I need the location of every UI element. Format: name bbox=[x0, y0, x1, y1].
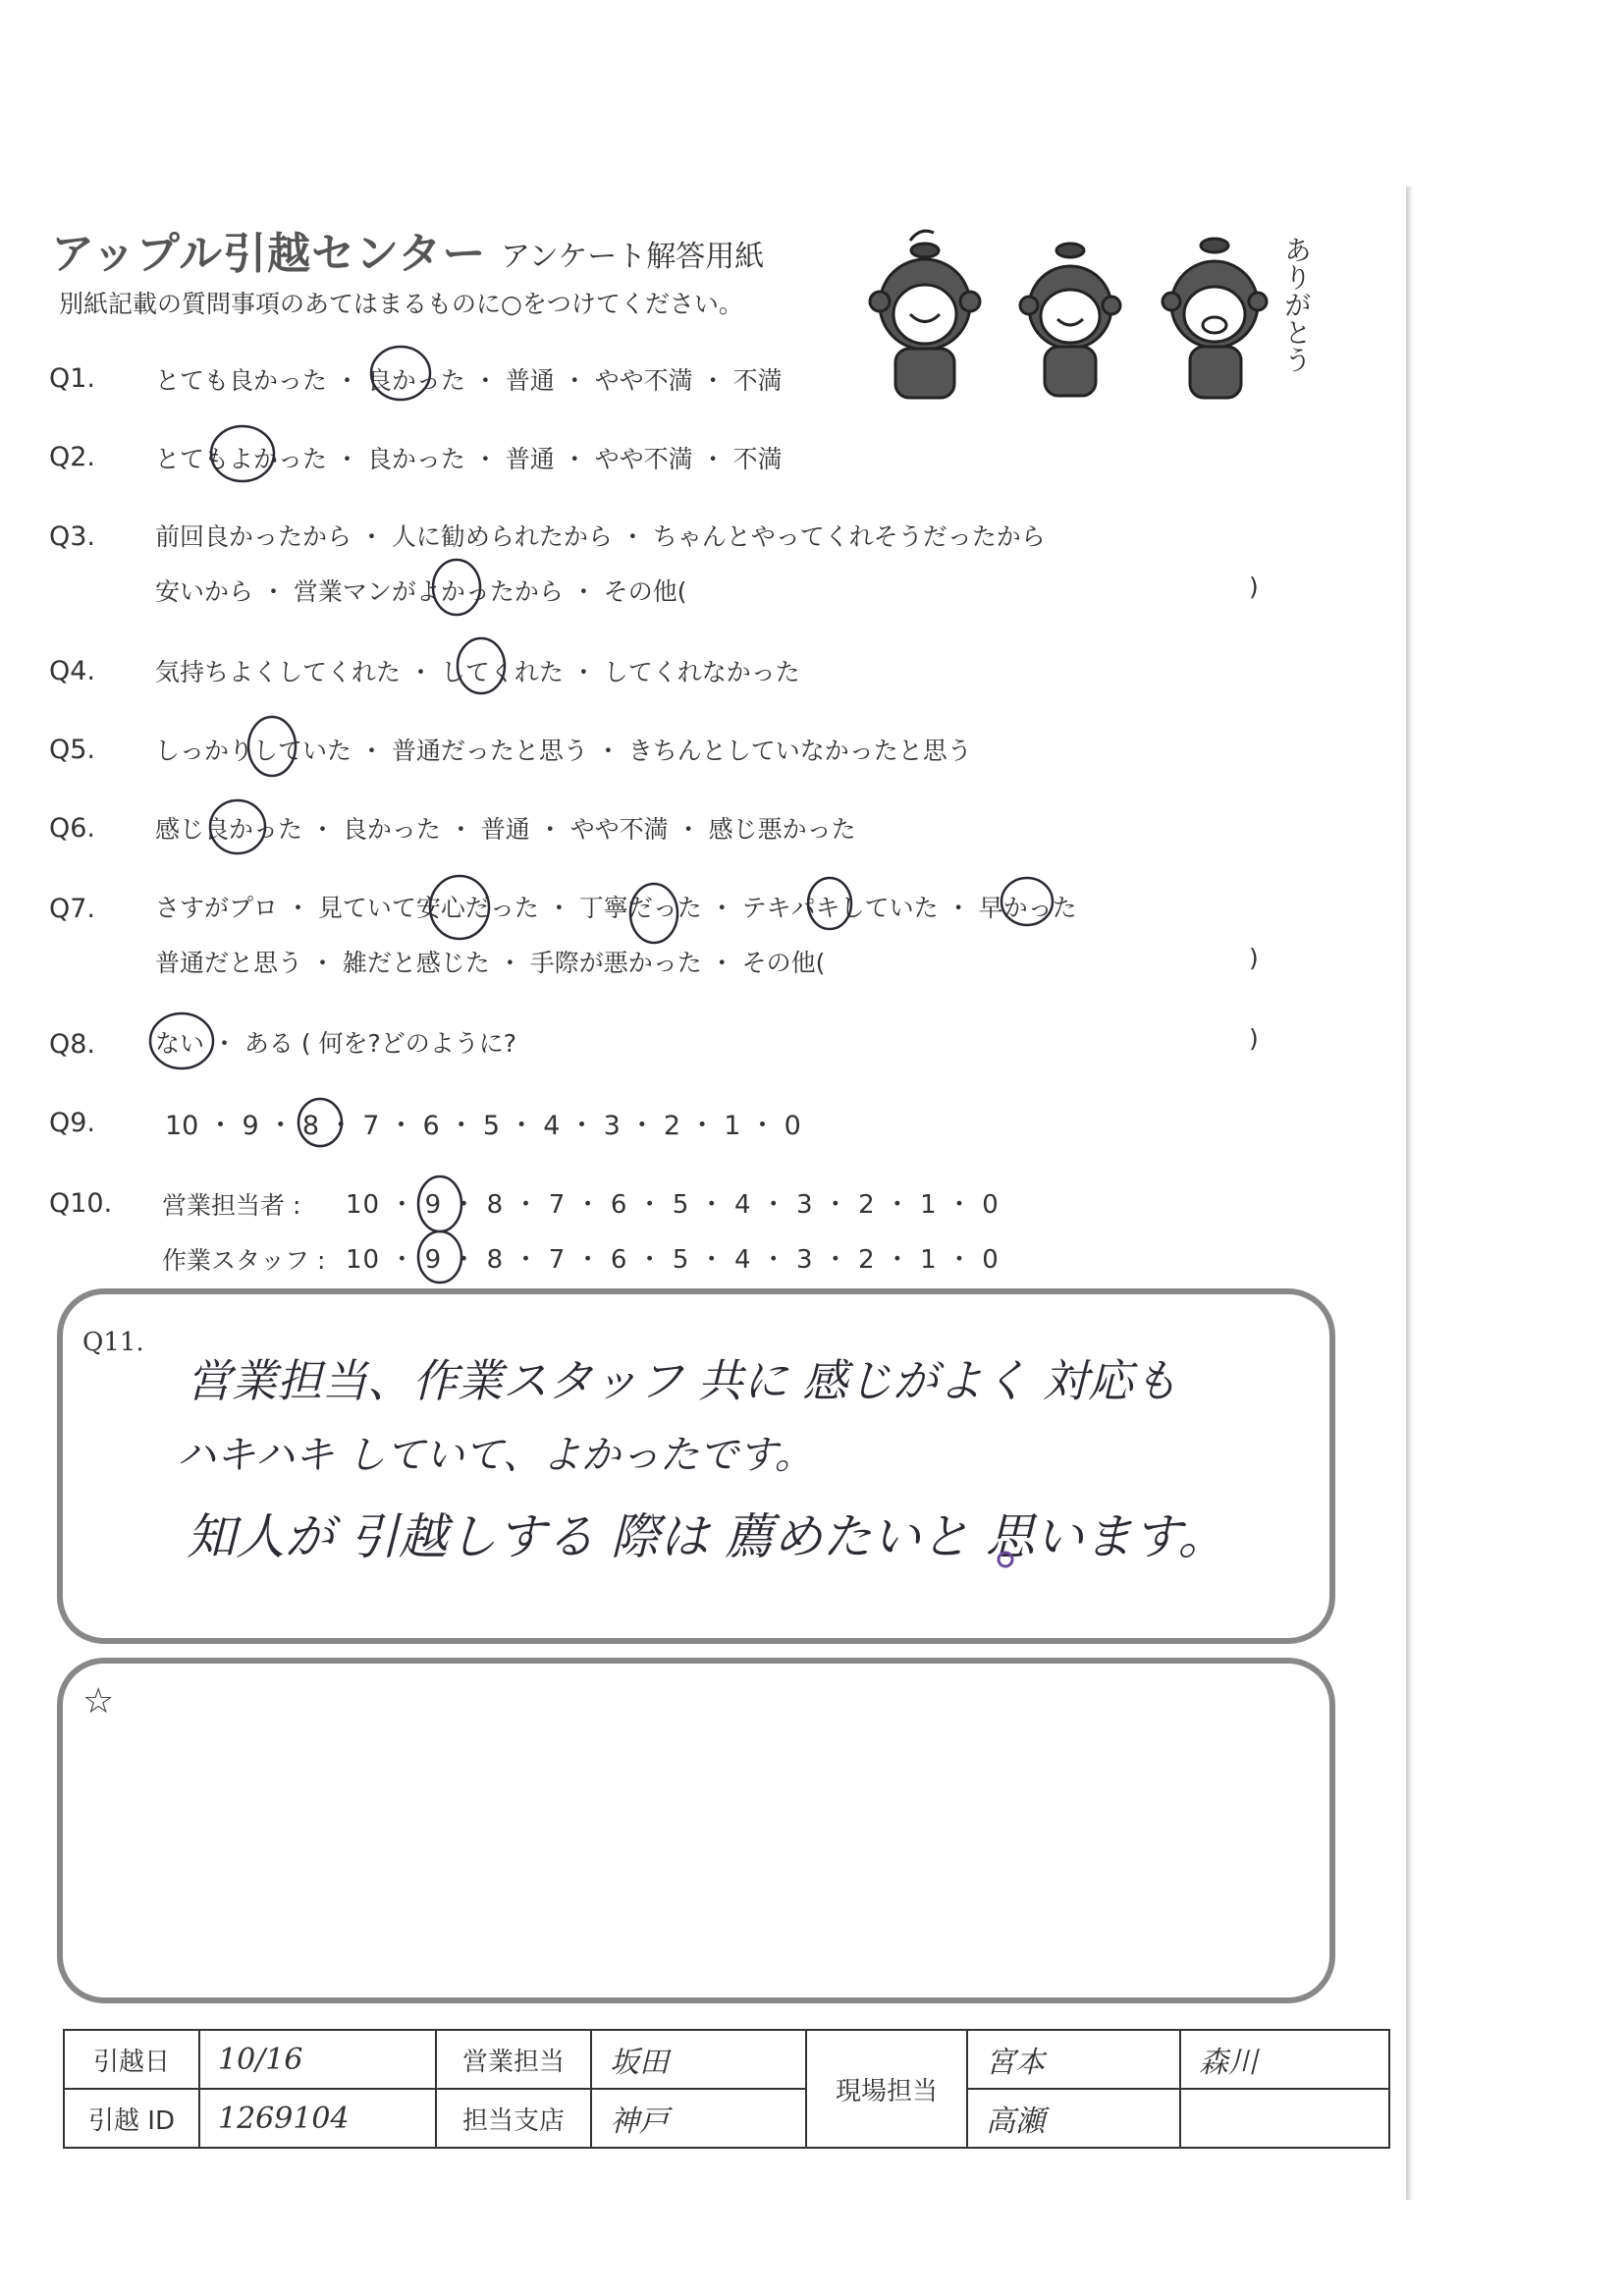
q8-number: Q8. bbox=[49, 1029, 96, 1060]
move-date-value: 10/16 bbox=[199, 2030, 436, 2089]
q11-handwritten-line1: 営業担当、作業スタッフ 共に 感じがよく 対応も bbox=[187, 1354, 1178, 1407]
branch-label: 担当支店 bbox=[436, 2089, 591, 2148]
q1-options: とても良かった ・ 良かった ・ 普通 ・ やや不満 ・ 不満 bbox=[155, 366, 783, 395]
q10-number: Q10. bbox=[49, 1188, 113, 1219]
mascot-2 bbox=[1020, 244, 1120, 396]
q3-options-line2: 安いから ・ 営業マンがよかったから ・ その他( bbox=[155, 577, 687, 606]
move-date-label: 引越日 bbox=[64, 2030, 199, 2089]
scan-edge-shadow bbox=[1406, 187, 1414, 2200]
branch-value: 神戸 bbox=[591, 2089, 806, 2148]
q10-staff-scale: 10 ・ 9 ・ 8 ・ 7 ・ 6 ・ 5 ・ 4 ・ 3 ・ 2 ・ 1 ・ 0 bbox=[346, 1245, 1000, 1275]
mascot-1 bbox=[870, 231, 980, 398]
q7-options-line2: 普通だと思う ・ 雑だと感じた ・ 手際が悪かった ・ その他( bbox=[155, 949, 826, 977]
sales-rep-value: 坂田 bbox=[591, 2030, 806, 2089]
q6-number: Q6. bbox=[49, 813, 96, 844]
q7-close-paren: ) bbox=[1249, 944, 1259, 972]
site-staff-4 bbox=[1180, 2089, 1389, 2148]
q10-sales-label: 営業担当者 : bbox=[162, 1191, 301, 1220]
site-staff-3: 高瀬 bbox=[967, 2089, 1180, 2148]
site-staff-label: 現場担当 bbox=[806, 2030, 967, 2148]
q11-handwritten-line2: ハキハキ していて、よかったです。 bbox=[177, 1433, 814, 1478]
mascot-caption: ありがとう bbox=[1280, 236, 1313, 373]
form-title: アンケート解答用紙 bbox=[501, 240, 765, 274]
mascot-3 bbox=[1163, 239, 1267, 398]
q11-label: Q11. bbox=[82, 1328, 144, 1357]
q10-sales-scale: 10 ・ 9 ・ 8 ・ 7 ・ 6 ・ 5 ・ 4 ・ 3 ・ 2 ・ 1 ・ 0 bbox=[346, 1190, 1000, 1220]
move-id-label: 引越 ID bbox=[64, 2089, 199, 2148]
q1-number: Q1. bbox=[49, 363, 96, 394]
q3-options-line1: 前回良かったから ・ 人に勧められたから ・ ちゃんとやってくれそうだったから bbox=[155, 522, 1046, 551]
q11-handwritten-line3: 知人が 引越しする 際は 薦めたいと 思います。 bbox=[187, 1508, 1227, 1565]
sales-rep-label: 営業担当 bbox=[436, 2030, 591, 2089]
q8-close-paren: ) bbox=[1249, 1024, 1259, 1053]
q4-number: Q4. bbox=[49, 656, 96, 686]
instructions: 別紙記載の質問事項のあてはまるものに○をつけてください。 bbox=[59, 290, 743, 318]
q10-staff-label: 作業スタッフ : bbox=[162, 1246, 326, 1275]
brand-name: アップル引越センター bbox=[51, 229, 487, 279]
q6-options: 感じ良かった ・ 良かった ・ 普通 ・ やや不満 ・ 感じ悪かった bbox=[155, 815, 856, 844]
q8-options: ない ・ ある ( 何を?どのように? bbox=[155, 1029, 517, 1058]
q3-number: Q3. bbox=[49, 521, 96, 552]
site-staff-1: 宮本 bbox=[967, 2030, 1180, 2089]
q7-options-line1: さすがプロ ・ 見ていて安心だった ・ 丁寧だった ・ テキパキしていた ・ 早かった bbox=[155, 894, 1077, 922]
star-box bbox=[57, 1658, 1335, 2003]
site-staff-2: 森川 bbox=[1180, 2030, 1389, 2089]
info-table bbox=[63, 2029, 1390, 2149]
q2-number: Q2. bbox=[49, 442, 96, 472]
q5-number: Q5. bbox=[49, 735, 96, 765]
move-id-value: 1269104 bbox=[199, 2089, 436, 2148]
mascot-illustration bbox=[856, 221, 1308, 417]
q7-number: Q7. bbox=[49, 894, 96, 924]
q2-options: とてもよかった ・ 良かった ・ 普通 ・ やや不満 ・ 不満 bbox=[155, 445, 783, 473]
q9-scale: 10 ・ 9 ・ 8 ・ 7 ・ 6 ・ 5 ・ 4 ・ 3 ・ 2 ・ 1 ・ 0 bbox=[165, 1111, 801, 1141]
q3-close-paren: ) bbox=[1249, 573, 1259, 601]
star-box-label: ☆ bbox=[82, 1681, 115, 1722]
q4-options: 気持ちよくしてくれた ・ してくれた ・ してくれなかった bbox=[155, 658, 800, 686]
q5-options: しっかりしていた ・ 普通だったと思う ・ きちんとしていなかったと思う bbox=[155, 737, 972, 765]
q9-number: Q9. bbox=[49, 1108, 96, 1138]
